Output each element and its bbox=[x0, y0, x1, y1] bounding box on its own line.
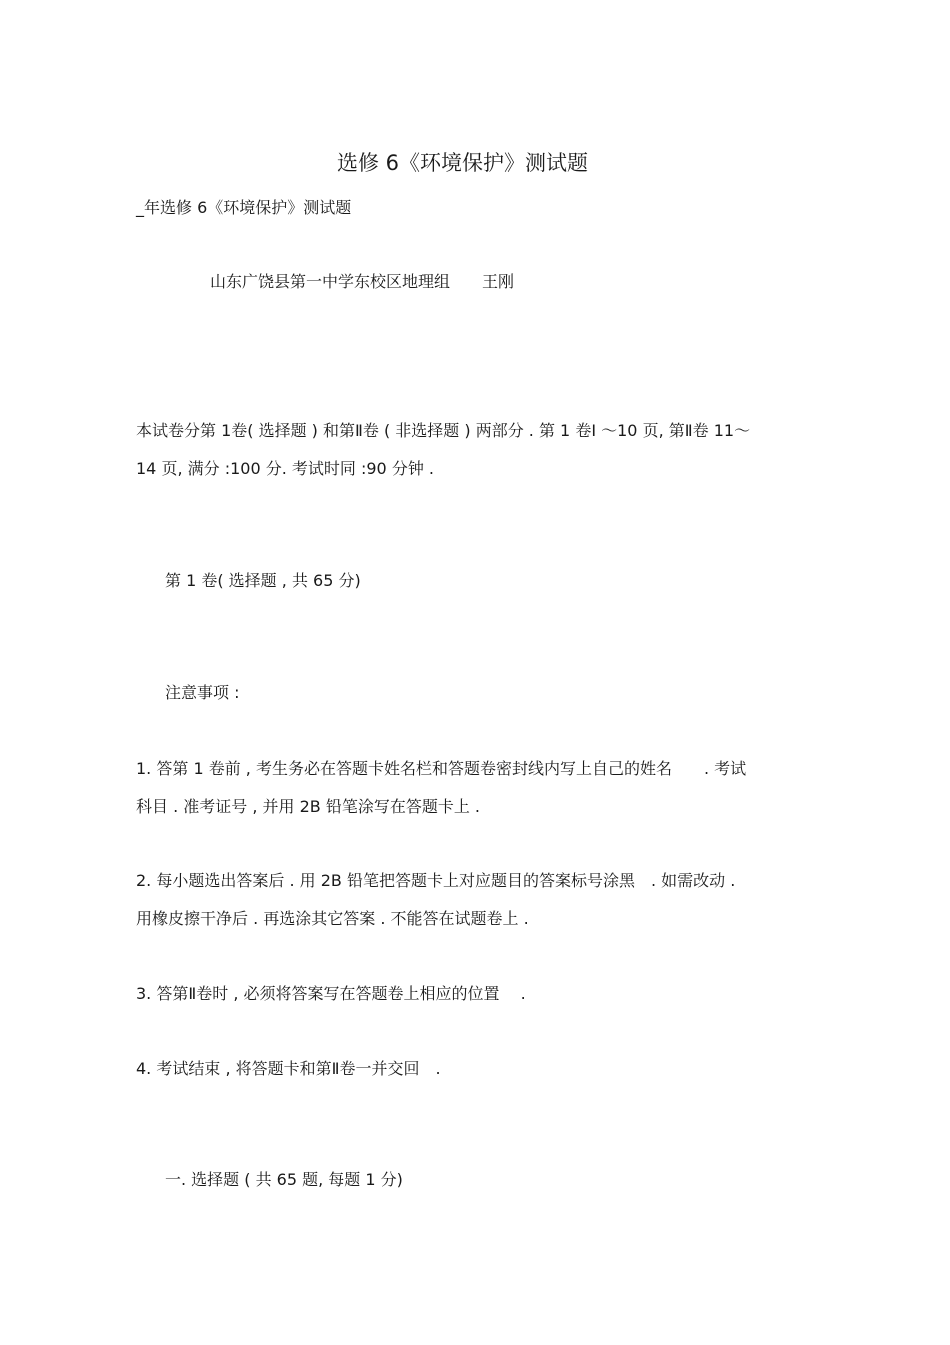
notice-item-2-line-1: 2. 每小题选出答案后 . 用 2B 铅笔把答题卡上对应题目的答案标号涂黑 . 如需改动 . bbox=[136, 871, 736, 890]
notice-item-1-line-2: 科目 . 准考证号 , 并用 2B 铅笔涂写在答题卡上 . bbox=[136, 797, 481, 816]
notice-heading: 注意事项 : bbox=[165, 683, 240, 702]
part-one-heading: 第 1 卷( 选择题 , 共 65 分) bbox=[165, 571, 361, 590]
author-line: 山东广饶县第一中学东校区地理组 王刚 bbox=[210, 272, 515, 291]
notice-item-2-line-2: 用橡皮擦干净后 . 再选涂其它答案 . 不能答在试题卷上 . bbox=[136, 909, 529, 928]
document-subtitle: _年选修 6《环境保护》测试题 bbox=[136, 198, 352, 217]
document-title: 选修 6《环境保护》测试题 bbox=[336, 151, 589, 175]
notice-item-1-line-1: 1. 答第 1 卷前 , 考生务必在答题卡姓名栏和答题卷密封线内写上自己的姓名 . 考试 bbox=[136, 759, 747, 778]
notice-item-3: 3. 答第Ⅱ卷时 , 必须将答案写在答题卷上相应的位置 . bbox=[136, 984, 526, 1003]
notice-item-4: 4. 考试结束 , 将答题卡和第Ⅱ卷一并交回 . bbox=[136, 1059, 441, 1078]
intro-paragraph-line: 本试卷分第 1卷( 选择题 ) 和第Ⅱ卷 ( 非选择题 ) 两部分 . 第 1 卷Ⅰ ～10 页, 第Ⅱ卷 11～ bbox=[136, 421, 751, 440]
section-one-heading: 一. 选择题 ( 共 65 题, 每题 1 分) bbox=[165, 1170, 403, 1189]
intro-paragraph-line: 14 页, 满分 :100 分. 考试时同 :90 分钟 . bbox=[136, 459, 434, 478]
